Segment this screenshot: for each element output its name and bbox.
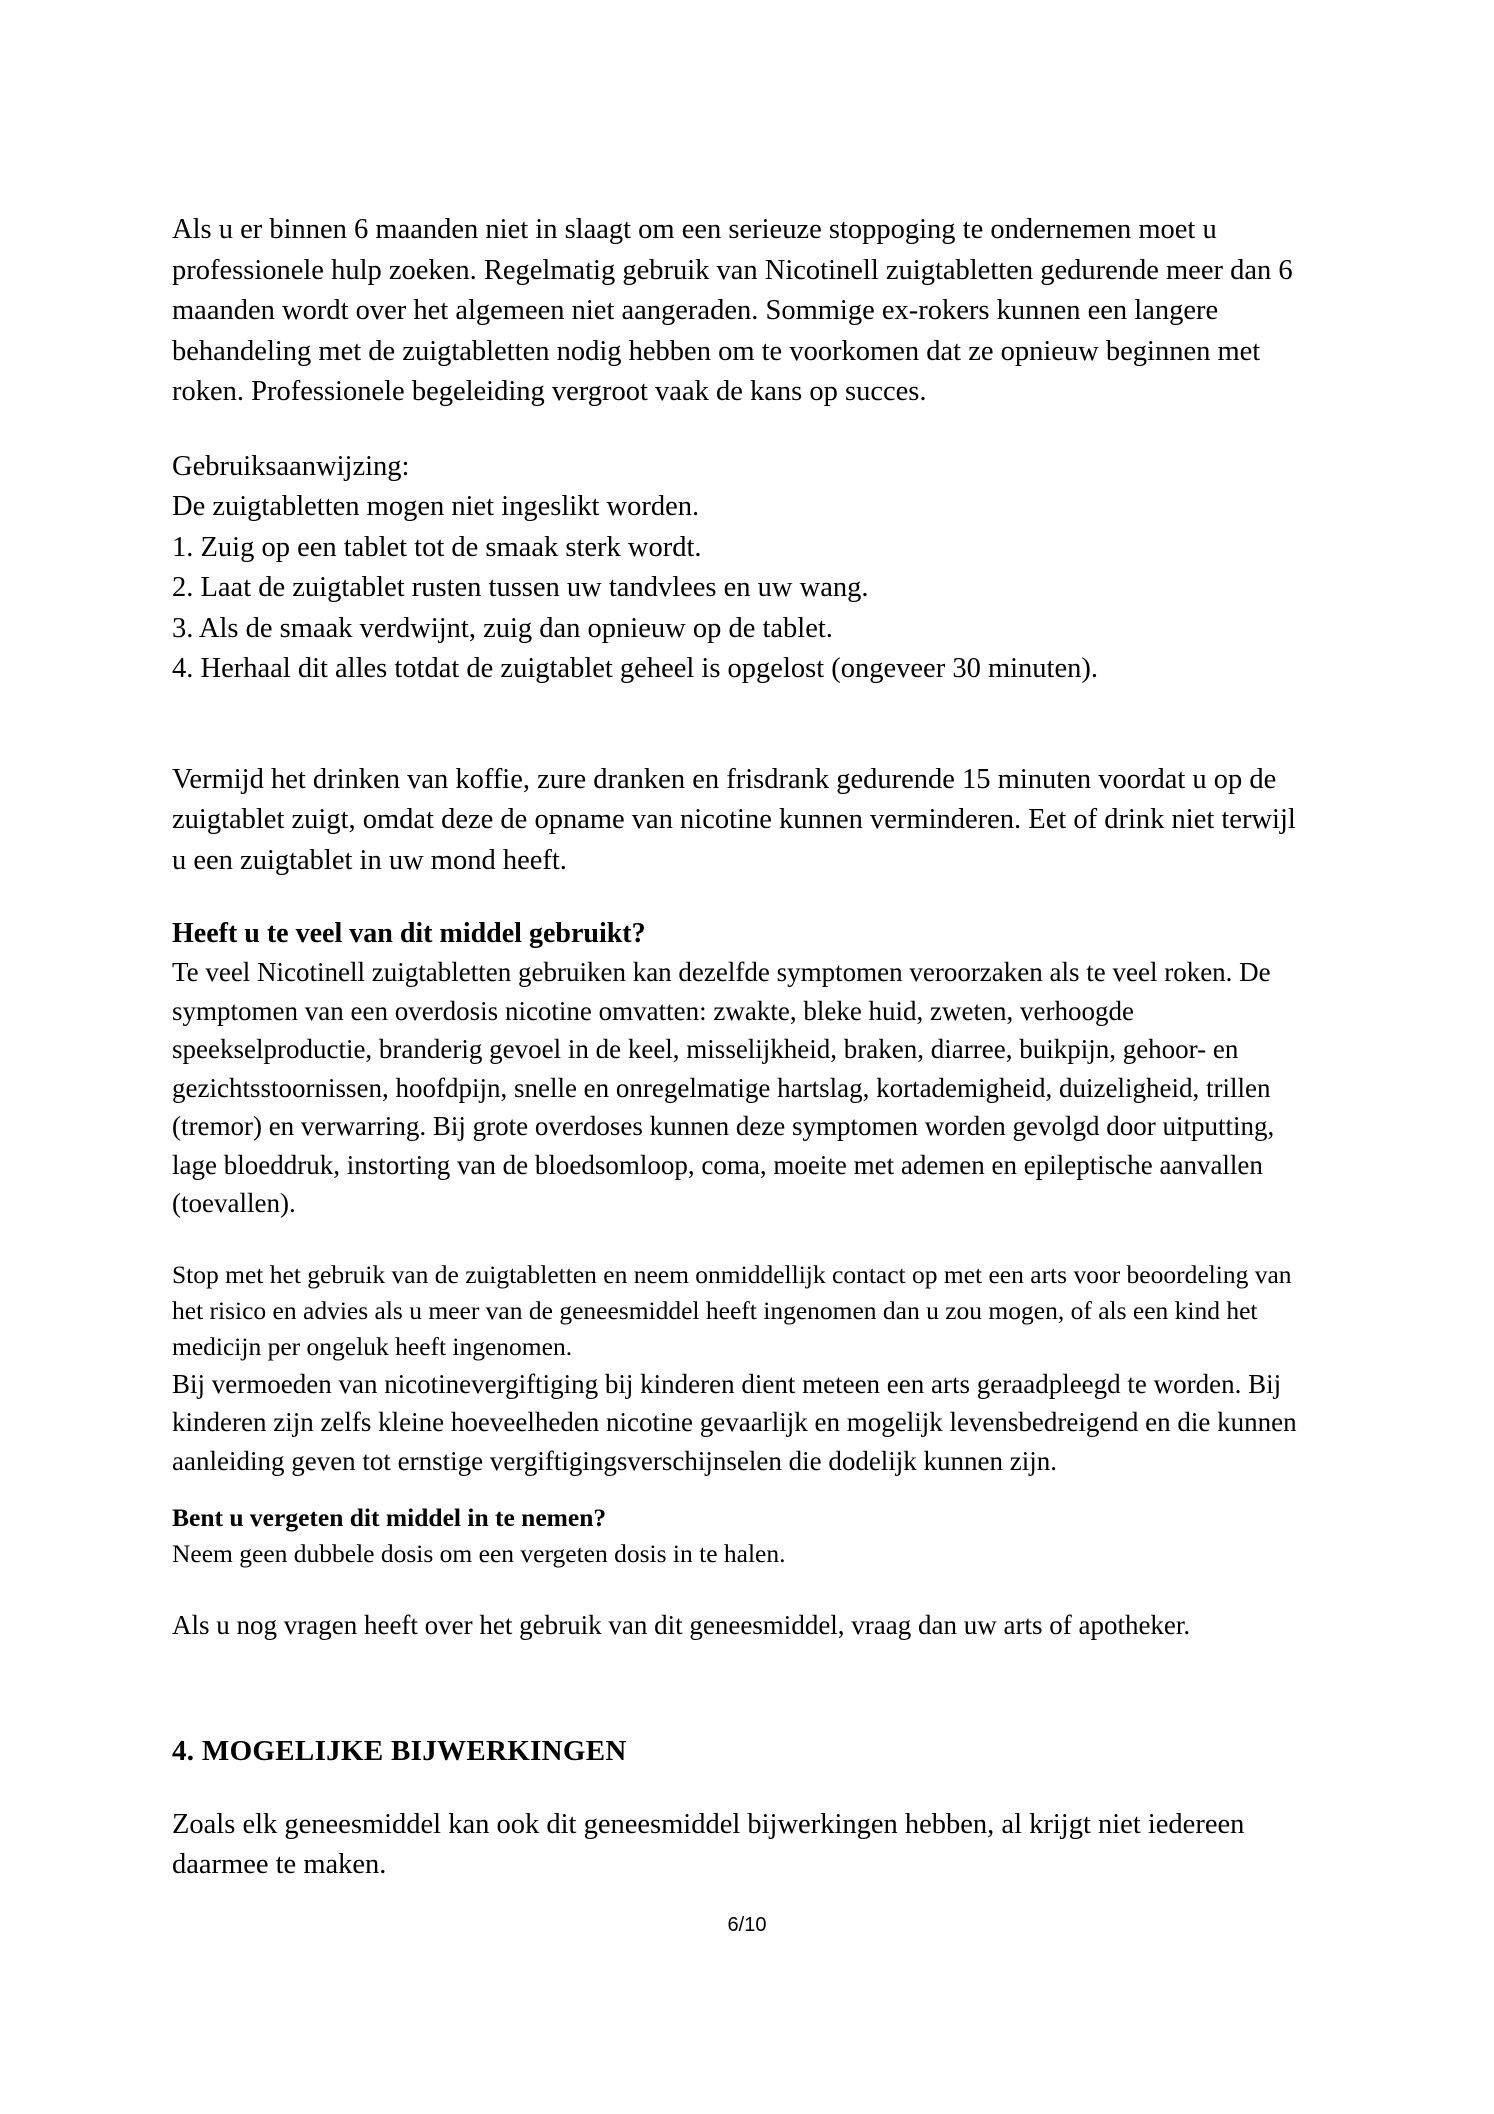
paragraph-children-poisoning: Bij vermoeden van nicotinevergiftiging bij kinderen dient meteen een arts geraadpleegd te worden. Bij kinderen zijn zelfs kleine hoeveelheden nicotine gevaarlijk en mogelijk levensbedreigend en die kunnen aanleiding geven tot ernstige vergiftigingsverschijnselen die dodelijk kunnen zijn. — [172, 1368, 1297, 1476]
spacer — [172, 1645, 1312, 1731]
page-content — [172, 210, 1312, 1886]
paragraph-intro: Als u er binnen 6 maanden niet in slaagt om een serieuze stoppoging te ondernemen moet u professionele hulp zoeken. Regelmatig gebruik van Nicotinell zuigtabletten gedurende meer dan 6 maanden wordt over het algemeen niet aangeraden. Sommige ex-rokers kunnen een langere behandeling met de zuigtabletten nodig hebben om te voorkomen dat ze opnieuw beginnen met roken. Professionele begeleiding vergroot vaak de kans op succes. — [172, 214, 1293, 407]
spacer — [172, 690, 1312, 760]
spacer — [172, 881, 1312, 915]
spacer — [172, 1771, 1312, 1805]
instructions-title: Gebruiksaanwijzing: — [172, 450, 410, 482]
paragraph-avoid-drinks: Vermijd het drinken van koffie, zure dranken en frisdrank gedurende 15 minuten voordat u op de zuigtablet zuigt, omdat deze de opname van nicotine kunnen verminderen. Eet of drink niet terwijl u een zuigtablet in uw mond heeft. — [172, 763, 1296, 876]
page-number-footer: 6/10 — [727, 1914, 767, 1936]
instructions-intro: De zuigtabletten mogen niet ingeslikt worden. — [172, 491, 700, 522]
instruction-step-1: 1. Zuig op een tablet tot de smaak sterk wordt. — [172, 531, 702, 563]
spacer — [172, 1572, 1312, 1606]
section-heading-4: 4. MOGELIJKE BIJWERKINGEN — [172, 1734, 627, 1767]
instruction-step-2: 2. Laat de zuigtablet rusten tussen uw tandvlees en uw wang. — [172, 572, 869, 603]
paragraph-overdose: Te veel Nicotinell zuigtabletten gebruiken kan dezelfde symptomen veroorzaken als te veel roken. De symptomen van een overdosis nicotine omvatten: zwakte, bleke huid, zweten, verhoogde speekselproductie, branderig gevoel in de keel, misselijkheid, braken, diarree, buikpijn, gehoor- en gezichtsstoornissen, hoofdpijn, snelle en onregelmatige hartslag, kortademigheid, duizeligheid, trillen (tremor) en verwarring. Bij grote overdoses kunnen deze symptomen worden gevolgd door uitputting, lage bloeddruk, instorting van de bloedsomloop, coma, moeite met ademen en epileptische aanvallen (toevallen). — [172, 957, 1275, 1218]
paragraph-side-effects: Zoals elk geneesmiddel kan ook dit geneesmiddel bijwerkingen hebben, al krijgt niet iedereen daarmee te maken. — [172, 1808, 1245, 1880]
paragraph-questions: Als u nog vragen heeft over het gebruik van dit geneesmiddel, vraag dan uw arts of apotheker. — [172, 1610, 1191, 1640]
heading-overdose: Heeft u te veel van dit middel gebruikt? — [172, 918, 646, 949]
spacer — [172, 1223, 1312, 1257]
spacer — [172, 413, 1312, 447]
instruction-step-3: 3. Als de smaak verdwijnt, zuig dan opnieuw op de tablet. — [172, 612, 833, 644]
heading-forgot-dose: Bent u vergeten dit middel in te nemen? — [172, 1503, 607, 1532]
spacer — [172, 1480, 1312, 1500]
instruction-step-4: 4. Herhaal dit alles totdat de zuigtablet geheel is opgelost (ongeveer 30 minuten). — [172, 653, 1098, 684]
paragraph-forgot-dose: Neem geen dubbele dosis om een vergeten dosis in te halen. — [172, 1539, 786, 1568]
paragraph-stop-use: Stop met het gebruik van de zuigtabletten en neem onmiddellijk contact op met een arts voor beoordeling van het risico en advies als u meer van de geneesmiddel heeft ingenomen dan u zou mogen, of als een kind het medicijn per ongeluk heeft ingenomen. — [172, 1259, 1292, 1361]
